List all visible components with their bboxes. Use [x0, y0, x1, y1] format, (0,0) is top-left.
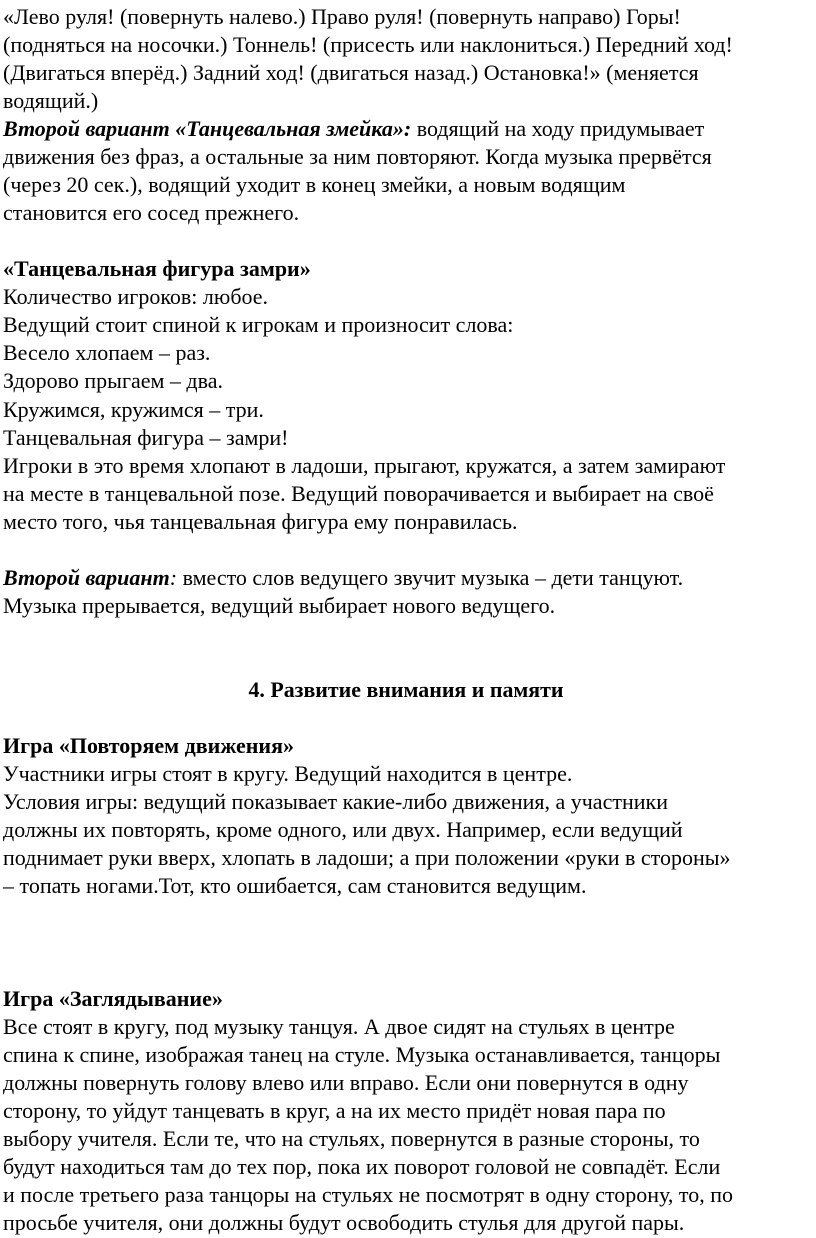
peek-game-line: будут находиться там до тех пор, пока их поворот головой не совпадёт. Если [3, 1153, 721, 1179]
snake-variant-text: водящий на ходу придумывает [411, 116, 705, 142]
repeat-game-title: Игра «Повторяем движения» [3, 733, 295, 759]
freeze-game-line: на месте в танцевальной позе. Ведущий поворачивается и выбирает на своё [3, 480, 714, 506]
repeat-game-line: Условия игры: ведущий показывает какие-либо движения, а участники [3, 789, 668, 815]
snake-variant-label: Второй вариант «Танцевальная змейка»: [3, 116, 412, 142]
peek-game-line: должны повернуть голову влево или вправо. Если они повернутся в одну [3, 1069, 689, 1095]
freeze-game-line: Количество игроков: любое. [3, 284, 269, 310]
peek-game-line: сторону, то уйдут танцевать в круг, а на их место придёт новая пара по [3, 1097, 666, 1123]
freeze-game-line: Весело хлопаем – раз. [3, 340, 211, 366]
peek-game-line: просьбе учителя, они должны будут освободить стулья для другой пары. [3, 1209, 685, 1235]
freeze-game-title: «Танцевальная фигура замри» [3, 256, 311, 282]
freeze-variant-colon: : [169, 564, 178, 590]
freeze-variant-text: вместо слов ведущего звучит музыка – дети танцуют. [177, 564, 684, 590]
freeze-variant-label: Второй вариант [3, 564, 170, 590]
peek-game-title: Игра «Заглядывание» [3, 985, 223, 1011]
freeze-variant-first-line [3, 565, 683, 592]
freeze-game-line: Ведущий стоит спиной к игрокам и произносит слова: [3, 312, 514, 338]
repeat-game-line: поднимает руки вверх, хлопать в ладоши; а при положении «руки в стороны» [3, 845, 731, 871]
freeze-variant-line: Музыка прерывается, ведущий выбирает нового ведущего. [3, 592, 556, 618]
peek-game-line: Все стоят в кругу, под музыку танцуя. А двое сидят на стульях в центре [3, 1013, 675, 1039]
intro-line: (Двигаться вперёд.) Задний ход! (двигаться назад.) Остановка!» (меняется [3, 59, 699, 85]
repeat-game-line: – топать ногами.Тот, кто ошибается, сам становится ведущим. [3, 873, 587, 899]
intro-line: (подняться на носочки.) Тоннель! (присесть или наклониться.) Передний ход! [3, 31, 733, 57]
section-title: 4. Развитие внимания и памяти [248, 677, 564, 702]
freeze-game-line: место того, чья танцевальная фигура ему понравилась. [3, 508, 518, 534]
freeze-game-line: Кружимся, кружимся – три. [3, 396, 264, 422]
peek-game-line: и после третьего раза танцоры на стульях не посмотрят в одну сторону, то, по [3, 1181, 733, 1207]
repeat-game-line: должны их повторять, кроме одного, или двух. Например, если ведущий [3, 817, 683, 843]
repeat-game-line: Участники игры стоят в кругу. Ведущий находится в центре. [3, 761, 573, 787]
intro-line: «Лево руля! (повернуть налево.) Право руля! (повернуть направо) Горы! [3, 3, 681, 29]
snake-variant-line: (через 20 сек.), водящий уходит в конец змейки, а новым водящим [3, 172, 626, 198]
snake-variant-line: движения без фраз, а остальные за ним повторяют. Когда музыка прервётся [3, 144, 712, 170]
peek-game-line: выбору учителя. Если те, что на стульях, повернутся в разные стороны, то [3, 1125, 700, 1151]
peek-game-line: спина к спине, изображая танец на стуле. Музыка останавливается, танцоры [3, 1041, 721, 1067]
intro-line: водящий.) [3, 88, 99, 113]
freeze-game-line: Танцевальная фигура – замри! [3, 424, 289, 450]
freeze-game-line: Здорово прыгаем – два. [3, 368, 223, 394]
snake-variant-line: становится его сосед прежнего. [3, 200, 300, 226]
snake-variant-first-line [3, 116, 704, 143]
freeze-game-line: Игроки в это время хлопают в ладоши, прыгают, кружатся, а затем замирают [3, 452, 726, 478]
